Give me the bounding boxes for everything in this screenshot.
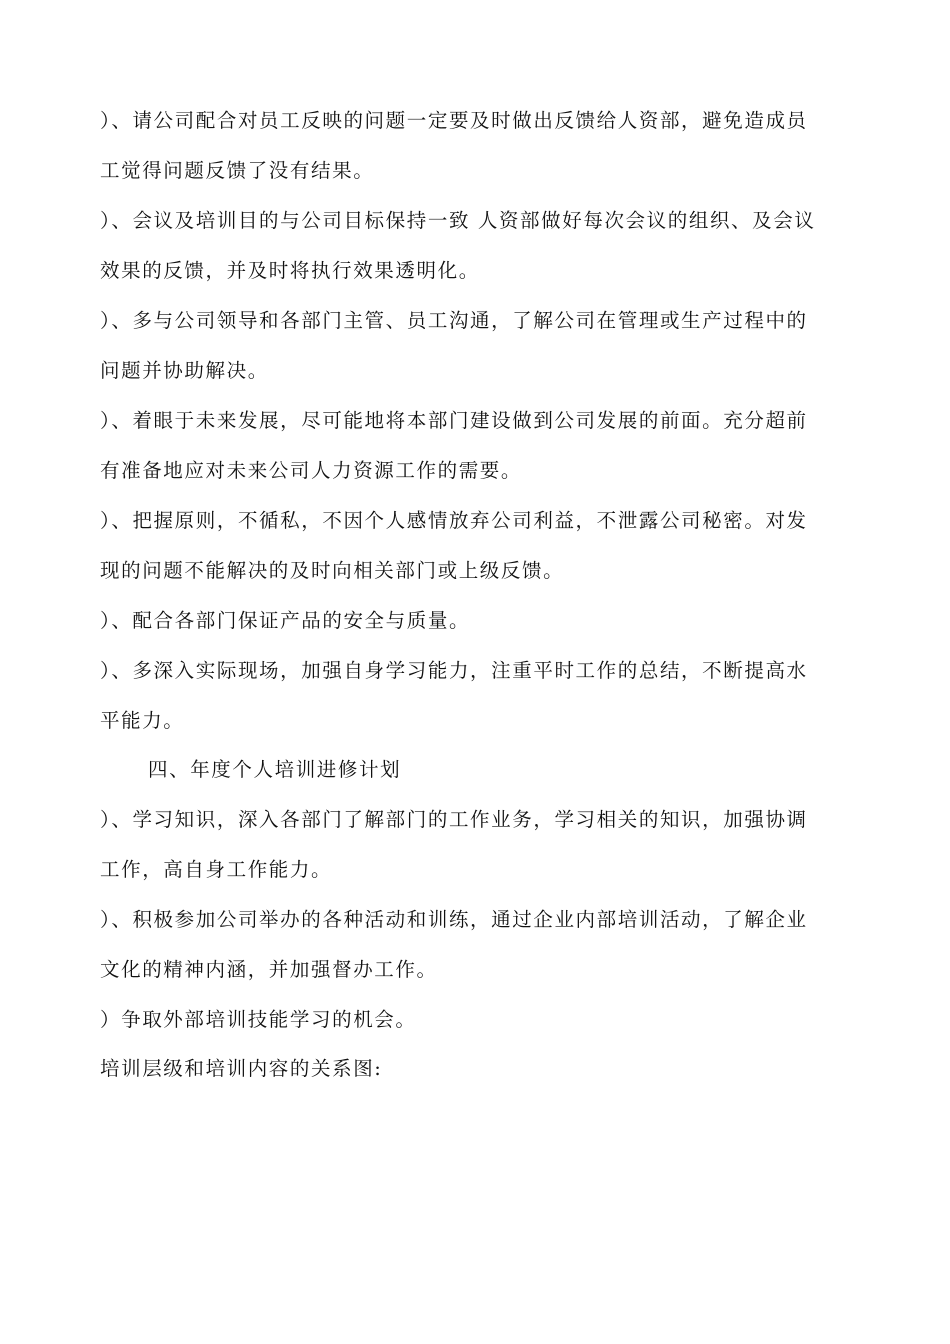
list-item (100, 96, 860, 196)
paragraph-line: 现的问题不能解决的及时向相关部门或上级反馈。 (100, 559, 565, 582)
list-item (100, 596, 860, 646)
paragraph-line: ）、多与公司领导和各部门主管、员工沟通，了解公司在管理或生产过程中的 (100, 309, 808, 332)
paragraph-line: ）、会议及培训目的与公司目标保持一致 人资部做好每次会议的组织、及会议 (100, 209, 816, 232)
list-item (100, 646, 860, 746)
list-item (100, 795, 860, 895)
paragraph-line: ）、请公司配合对员工反映的问题一定要及时做出反馈给人资部，避免造成员 (100, 109, 808, 132)
paragraph-line: ）、积极参加公司举办的各种活动和训练，通过企业内部培训活动，了解企业 (100, 908, 808, 931)
list-item (100, 296, 860, 396)
paragraph-line: 文化的精神内涵，并加强督办工作。 (100, 958, 438, 981)
list-item (100, 496, 860, 596)
paragraph-line: 工作，高自身工作能力。 (100, 858, 333, 881)
list-item (100, 895, 860, 995)
list-item (100, 396, 860, 496)
paragraph-line: ）、学习知识，深入各部门了解部门的工作业务，学习相关的知识，加强协调 (100, 808, 808, 831)
list-item (100, 196, 860, 296)
list-item (100, 995, 860, 1045)
diagram-caption: 培训层级和培训内容的关系图: (100, 1057, 383, 1080)
section-heading: 四、年度个人培训进修计划 (148, 758, 402, 781)
paragraph-line: ）、把握原则，不循私，不因个人感情放弃公司利益，不泄露公司秘密。对发 (100, 509, 808, 532)
paragraph-line: 有准备地应对未来公司人力资源工作的需要。 (100, 459, 523, 482)
paragraph-line: ）、配合各部门保证产品的安全与质量。 (100, 609, 471, 632)
paragraph-line: ）、多深入实际现场，加强自身学习能力，注重平时工作的总结，不断提高水 (100, 659, 808, 682)
paragraph-line: 工觉得问题反馈了没有结果。 (100, 159, 375, 182)
paragraph-line: 平能力。 (100, 709, 185, 732)
paragraph-line: ）争取外部培训技能学习的机会。 (100, 1008, 417, 1031)
paragraph-line: ）、着眼于未来发展，尽可能地将本部门建设做到公司发展的前面。充分超前 (100, 409, 808, 432)
paragraph-line: 问题并协助解决。 (100, 359, 269, 382)
paragraph-line: 效果的反馈，并及时将执行效果透明化。 (100, 259, 480, 282)
